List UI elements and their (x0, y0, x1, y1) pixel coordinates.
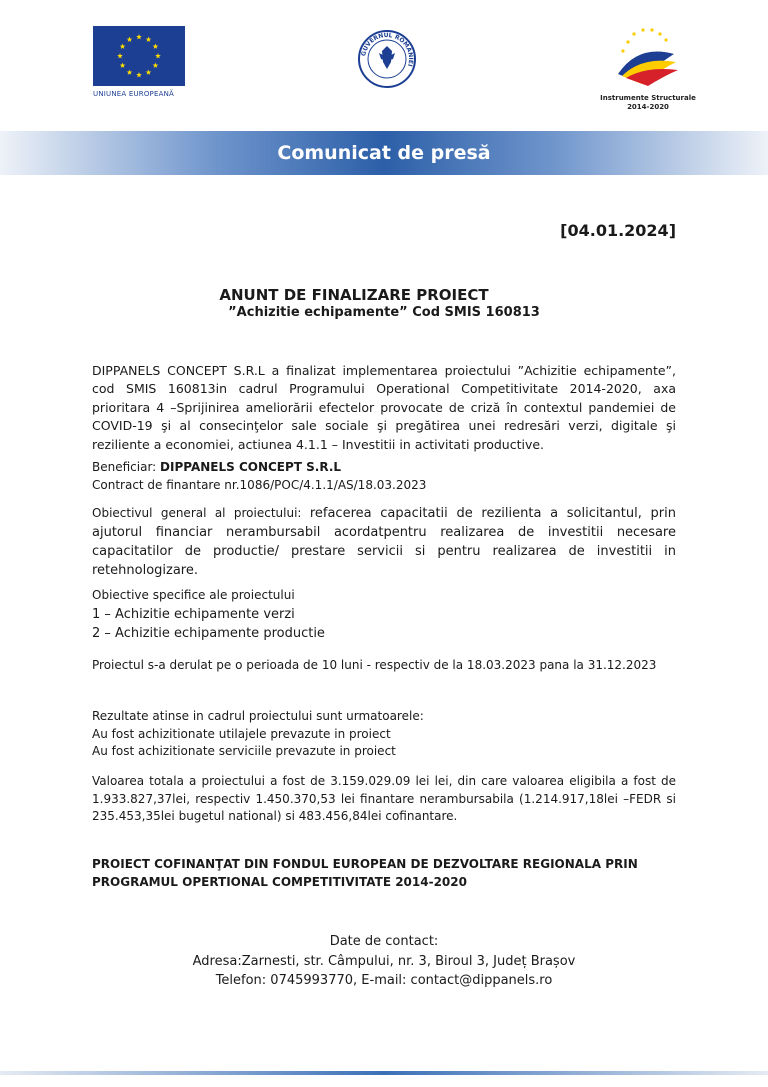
footer-bar (0, 1071, 768, 1075)
structural-instruments-caption (596, 94, 700, 112)
objective-text: refacerea capacitatii de rezilienta a solicitantul, prin ajutorul financiar nerambursabil acordatpentru realizarea de investitii necesare capacitatilor de productie/ prestare servicii si pentru realizarea de investitii in retehnologizare. (92, 506, 676, 578)
list-item: Au fost achizitionate serviciile prevazute in proiect (92, 744, 396, 759)
eu-star-icon (146, 69, 152, 74)
eu-star-icon (127, 69, 133, 74)
press-date: [04.01.2024] (560, 221, 676, 240)
intro-paragraph: DIPPANELS CONCEPT S.R.L a finalizat implementarea proiectului ”Achizitie echipamente”, cod SMIS 160813in cadrul Programului Operational Competitivitate 2014-2020, axa prioritara 4 –Sprijinirea ameliorării efectelor provocate de criză în contextul pandemiei de COVID-19 şi al consecinţelor sale sociale şi pregătirea unei redresări verzi, digitale şi reziliente a economiei, actiunea 4.1.1 – Investitii in activitati productive. (92, 363, 676, 452)
eu-flag-logo (93, 26, 185, 86)
cofinance-note (92, 856, 676, 891)
cofinance-line-2: PROGRAMUL OPERTIONAL COMPETITIVITATE 2014-2020 (92, 874, 467, 889)
results-block (92, 708, 676, 761)
seal-text: GUVERNUL ROMÂNIEI (360, 31, 415, 68)
beneficiary-label: Beneficiar: (92, 460, 161, 474)
caption-line-1: Instrumente Structurale (600, 94, 696, 102)
contract-number: Contract de finantare nr.1086/POC/4.1.1/AS/18.03.2023 (92, 477, 427, 492)
caption-line-2: 2014-2020 (627, 103, 669, 111)
value-paragraph: Valoarea totala a proiectului a fost de 3.159.029.09 lei lei, din care valoarea eligibila a fost de 1.933.827,37lei, respectiv 1.450.370,53 lei finantare nerambursabila (1.214.917,18lei –FEDR si 235.453,35lei bugetul national) si 483.456,84lei cofinantare. (92, 774, 676, 824)
eu-star-icon (117, 53, 123, 58)
list-item: 1 – Achizitie echipamente verzi (92, 606, 295, 622)
instrumente-structurale-logo (608, 24, 684, 90)
eu-star-icon (120, 63, 126, 68)
objective-paragraph (92, 504, 676, 580)
specific-label: Obiective specifice ale proiectului (92, 588, 295, 602)
eu-star-icon (136, 72, 142, 77)
eu-stars-icon (93, 26, 185, 86)
eu-star-icon (120, 44, 126, 49)
beneficiary-name: DIPPANELS CONCEPT S.R.L (160, 460, 342, 474)
government-seal-logo (357, 29, 417, 89)
eu-star-icon (127, 37, 133, 42)
objective-label: Obiectivul general al proiectului: (92, 506, 310, 520)
beneficiary-block (92, 459, 676, 494)
cofinance-line-1: PROIECT COFINANŢAT DIN FONDUL EUROPEAN DE DEZVOLTARE REGIONALA PRIN (92, 857, 638, 871)
period-paragraph: Proiectul s-a derulat pe o perioada de 10 luni - respectiv de la 18.03.2023 pana la 31.12.2023 (92, 658, 657, 672)
specific-objectives (92, 587, 676, 643)
eu-star-icon (153, 63, 159, 68)
results-label: Rezultate atinse in cadrul proiectului sunt urmatoarele: (92, 709, 424, 723)
project-subtitle: ”Achizitie echipamente” Cod SMIS 160813 (228, 305, 540, 320)
contact-address: Adresa:Zarnesti, str. Câmpului, nr. 3, Biroul 3, Județ Brașov (192, 953, 576, 969)
eu-star-icon (155, 53, 161, 58)
eu-star-icon (136, 34, 142, 39)
list-item: 2 – Achizitie echipamente productie (92, 625, 325, 641)
eu-star-icon (146, 37, 152, 42)
contact-block (0, 932, 768, 991)
list-item: Au fost achizitionate utilajele prevazute in proiect (92, 726, 391, 741)
eu-star-icon (153, 44, 159, 49)
eu-caption: UNIUNEA EUROPEANĂ (93, 90, 174, 98)
banner-title: Comunicat de presă (277, 142, 491, 164)
contact-title: Date de contact: (329, 934, 439, 949)
announcement-title: ANUNT DE FINALIZARE PROIECT (219, 286, 489, 304)
contact-phone-email: Telefon: 0745993770, E-mail: contact@dippanels.ro (215, 973, 553, 988)
